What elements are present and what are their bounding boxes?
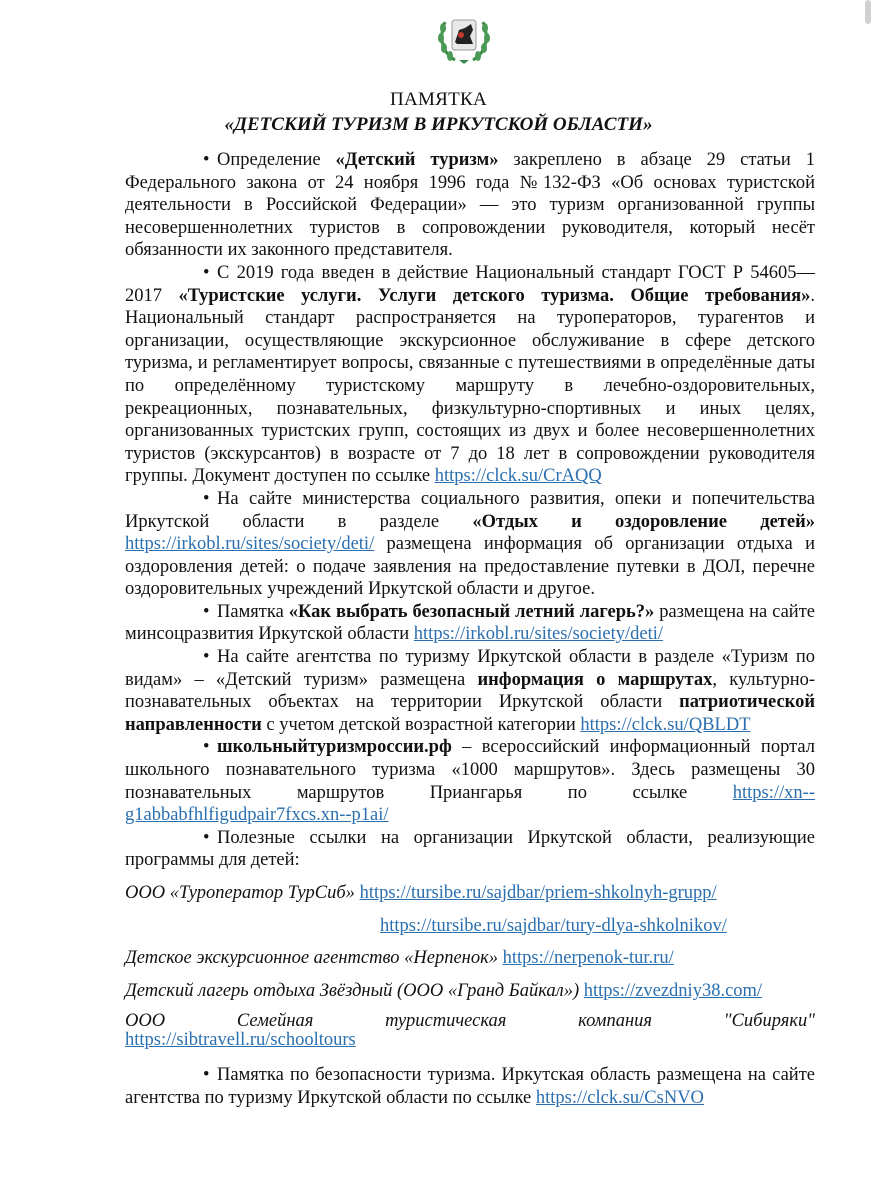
paragraph-agency	[125, 646, 815, 736]
text: , культурно-познавательных объектах на территории Иркутской области	[125, 669, 816, 713]
irkutsk-region-emblem-icon	[435, 8, 493, 66]
link-zvezdny[interactable]: https://zvezdniy38.com/	[583, 980, 763, 1001]
text: размещена информация об организации отдыха и оздоровления детей: о подаче заявления на предоставление путевки в ДОЛ, перечне оздоровительных учреждений Иркутской области и другое.	[125, 534, 815, 600]
page-subtitle: «ДЕТСКИЙ ТУРИЗМ В ИРКУТСКОЙ ОБЛАСТИ»	[224, 114, 653, 135]
scrollbar[interactable]	[865, 0, 871, 24]
paragraph-camp-memo	[125, 601, 815, 646]
text: Памятка	[217, 601, 289, 622]
bullet-icon: •	[203, 737, 210, 758]
text: На сайте агентства по туризму Иркутской области в разделе «Туризм по видам» – «Детский туризм» размещена	[125, 647, 815, 690]
org-name: ООО «Туроператор ТурСиб»	[125, 883, 355, 903]
link-standard[interactable]: https://clck.su/CrAQQ	[434, 466, 602, 487]
org-name: Детское экскурсионное агентство «Нерпенок»	[125, 948, 498, 969]
paragraph-ministry	[125, 488, 815, 601]
bullet-icon: •	[203, 647, 210, 668]
bold-term: «Как выбрать безопасный летний лагерь?»	[288, 601, 655, 622]
link-tursib-2[interactable]: https://tursibe.ru/sajdbar/tury-dlya-shkolnikov/	[380, 915, 727, 936]
org-nerpenok	[125, 947, 815, 970]
org-zvezdny	[125, 980, 815, 1003]
text: закреплено в абзаце 29 статьи 1 Федерального закона от 24 ноября 1996 года №132-ФЗ «Об основах туристской деятельности в Российской Федерации» — это туризм организованной группы несовершеннолетних туристов в сопровождении руководителя, который несёт обязанности их законного представителя.	[125, 150, 816, 261]
link-school-portal[interactable]: https://xn--g1abbabfhlfigudpair7fxcs.xn--p1ai/	[125, 782, 815, 826]
bullet-icon: •	[203, 150, 210, 170]
paragraph-useful-links	[125, 827, 815, 872]
link-agency[interactable]: https://clck.su/QBLDT	[580, 714, 751, 735]
bold-term: школьныйтуризмроссии.рф	[217, 737, 452, 758]
bold-term: информация о маршрутах	[477, 669, 713, 690]
page-title: ПАМЯТКА	[389, 89, 488, 110]
text: На сайте министерства социального развития, опеки и попечительства Иркутской области в разделе	[125, 488, 815, 532]
org-tursib-second-link	[125, 915, 815, 938]
memo-body	[125, 149, 815, 1110]
bullet-icon: •	[203, 1065, 210, 1086]
text: . Национальный стандарт распространяется на туроператоров, турагентов и организации, осуществляющие экскурсионное обслуживание в сфере детского туризма, и регламентирует вопросы, связанные с путешествиями в определённые даты по определённому туристскому маршруту в лечебно-оздоровительных, рекреационных, познавательных, физкультурно-спортивных и иных целях, организованных туристских групп, состоящих из двух и более несовершеннолетних туристов (экскурсантов) в возрасте от 7 до 18 лет в сопровождении руководителя группы. Документ доступен по ссылке	[125, 285, 815, 487]
paragraph-definition	[125, 149, 815, 262]
org-sibiryaki	[125, 1012, 815, 1031]
bold-term: патриотической направленности	[125, 692, 815, 735]
bullet-icon: •	[203, 601, 210, 622]
org-sibiryaki-link-line	[125, 1031, 815, 1050]
bullet-icon: •	[203, 262, 210, 283]
text: Памятка по безопасности туризма. Иркутская область размещена на сайте агентства по туризму Иркутской области по ссылке	[125, 1065, 815, 1108]
bold-term: «Детский туризм»	[335, 150, 499, 170]
org-name: Детский лагерь отдыха Звёздный (ООО «Гранд Байкал»)	[125, 980, 580, 1001]
text: – всероссийский информационный портал школьного познавательного туризма «1000 маршрутов». Здесь размещены 30 познавательных маршрутов Приангарья по ссылке	[125, 737, 815, 803]
text: Определение	[217, 150, 336, 170]
org-tursib	[125, 882, 815, 905]
text: С 2019 года введен в действие Национальный стандарт ГОСТ Р 54605— 2017	[125, 262, 815, 306]
text: Полезные ссылки на организации Иркутской области, реализующие программы для детей:	[125, 827, 815, 871]
link-camp-memo[interactable]: https://irkobl.ru/sites/society/deti/	[413, 624, 664, 645]
link-nerpenok[interactable]: https://nerpenok-tur.ru/	[502, 948, 674, 969]
paragraph-school-portal	[125, 736, 815, 826]
link-ministry[interactable]: https://irkobl.ru/sites/society/deti/	[125, 534, 375, 555]
link-sibiryaki[interactable]: https://sibtravell.ru/schooltours	[125, 1030, 356, 1051]
bold-term: «Отдых и оздоровление детей»	[472, 511, 815, 532]
text: размещена на сайте минсоцразвития Иркутской области	[125, 601, 815, 645]
link-tursib-1[interactable]: https://tursibe.ru/sajdbar/priem-shkolnyh-grupp/	[359, 883, 717, 903]
text: с учетом детской возрастной категории	[261, 714, 581, 735]
bold-term: «Туристские услуги. Услуги детского туризма. Общие требования»	[178, 285, 811, 306]
org-name: ООО Семейная туристическая компания "Сибиряки"	[125, 1011, 815, 1032]
link-safety-memo[interactable]: https://clck.su/CsNVO	[535, 1087, 704, 1108]
bullet-icon: •	[203, 827, 210, 848]
paragraph-standard	[125, 262, 815, 488]
paragraph-safety-memo	[125, 1064, 815, 1109]
bullet-icon: •	[203, 488, 210, 509]
